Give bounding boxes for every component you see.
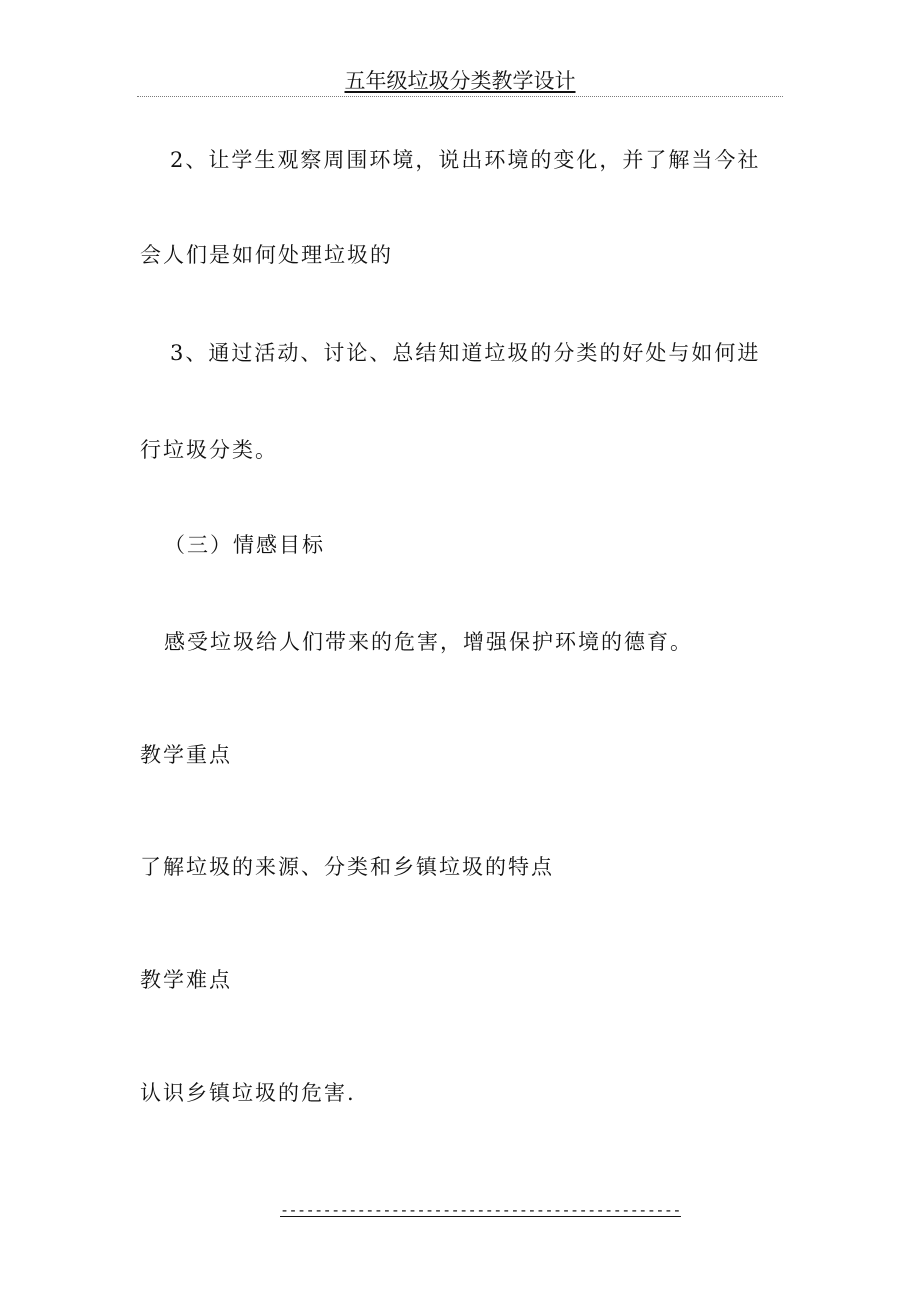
emotion-goal-heading: （三）情感目标 bbox=[164, 533, 325, 557]
emotion-goal-text: 感受垃圾给人们带来的危害，增强保护环境的德育。 bbox=[164, 630, 693, 654]
document-title: 五年级垃圾分类教学设计 bbox=[344, 69, 576, 93]
objective-3-line-2: 行垃圾分类。 bbox=[140, 438, 278, 462]
page-header bbox=[137, 66, 783, 97]
teaching-key-text: 了解垃圾的来源、分类和乡镇垃圾的特点 bbox=[140, 855, 554, 879]
objective-3-line-1: 3、通过活动、讨论、总结知道垃圾的分类的好处与如何进 bbox=[170, 341, 761, 365]
objective-2-line-1: 2、让学生观察周围环境，说出环境的变化，并了解当今社 bbox=[170, 148, 761, 172]
teaching-difficulty-text: 认识乡镇垃圾的危害. bbox=[140, 1081, 356, 1105]
objective-2-line-2: 会人们是如何处理垃圾的 bbox=[140, 243, 393, 267]
page-footer-rule: ----------------------------------------------- bbox=[280, 1201, 681, 1219]
teaching-difficulty-heading: 教学难点 bbox=[140, 968, 232, 992]
teaching-key-heading: 教学重点 bbox=[140, 743, 232, 767]
